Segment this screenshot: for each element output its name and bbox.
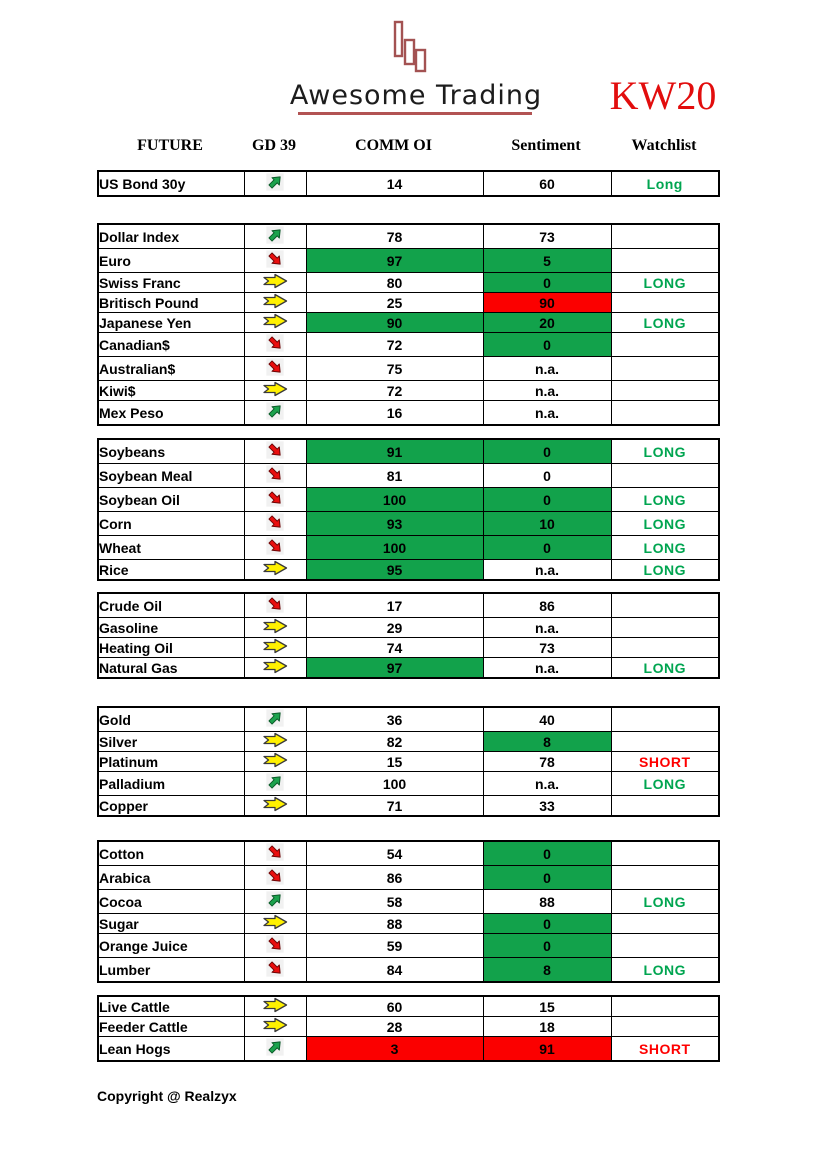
column-header-comm-oi: COMM OI bbox=[355, 137, 432, 154]
table-row bbox=[98, 866, 719, 890]
comm-oi-cell: 28 bbox=[306, 1017, 483, 1037]
watchlist-cell: LONG bbox=[611, 958, 719, 983]
watchlist-cell: LONG bbox=[611, 439, 719, 464]
watchlist-cell bbox=[611, 996, 719, 1017]
future-name-cell: Britisch Pound bbox=[98, 293, 244, 313]
trend-down-icon bbox=[265, 488, 285, 508]
table-row bbox=[98, 224, 719, 249]
trend-flat-icon bbox=[262, 381, 288, 397]
softs-table bbox=[97, 840, 720, 983]
trend-up-icon bbox=[265, 225, 285, 245]
trend-arrow-cell bbox=[244, 772, 306, 796]
sentiment-cell: n.a. bbox=[483, 658, 611, 679]
sentiment-cell: n.a. bbox=[483, 401, 611, 426]
sentiment-cell: 0 bbox=[483, 934, 611, 958]
comm-oi-cell: 100 bbox=[306, 488, 483, 512]
trend-flat-icon bbox=[262, 1017, 288, 1033]
sentiment-cell: 86 bbox=[483, 593, 611, 618]
future-name-cell: Lumber bbox=[98, 958, 244, 983]
trend-arrow-cell bbox=[244, 593, 306, 618]
table-row bbox=[98, 914, 719, 934]
trend-arrow-cell bbox=[244, 996, 306, 1017]
future-name-cell: Orange Juice bbox=[98, 934, 244, 958]
table-row bbox=[98, 796, 719, 817]
future-name-cell: Live Cattle bbox=[98, 996, 244, 1017]
future-name-cell: Swiss Franc bbox=[98, 273, 244, 293]
trend-arrow-cell bbox=[244, 618, 306, 638]
table-row bbox=[98, 333, 719, 357]
comm-oi-cell: 80 bbox=[306, 273, 483, 293]
table-row bbox=[98, 1017, 719, 1037]
sentiment-cell: 88 bbox=[483, 890, 611, 914]
future-name-cell: Sugar bbox=[98, 914, 244, 934]
comm-oi-cell: 90 bbox=[306, 313, 483, 333]
trend-arrow-cell bbox=[244, 914, 306, 934]
future-name-cell: Copper bbox=[98, 796, 244, 817]
watchlist-cell bbox=[611, 796, 719, 817]
future-name-cell: Feeder Cattle bbox=[98, 1017, 244, 1037]
sentiment-cell: n.a. bbox=[483, 772, 611, 796]
future-name-cell: Gasoline bbox=[98, 618, 244, 638]
watchlist-cell bbox=[611, 914, 719, 934]
column-header-sentiment: Sentiment bbox=[511, 137, 581, 154]
grains-table bbox=[97, 438, 720, 581]
trend-arrow-cell bbox=[244, 401, 306, 426]
table-row bbox=[98, 357, 719, 381]
trend-down-icon bbox=[265, 594, 285, 614]
comm-oi-cell: 29 bbox=[306, 618, 483, 638]
watchlist-cell: LONG bbox=[611, 772, 719, 796]
comm-oi-cell: 3 bbox=[306, 1037, 483, 1062]
column-header-row bbox=[97, 137, 718, 155]
watchlist-cell bbox=[611, 224, 719, 249]
table-row bbox=[98, 707, 719, 732]
candlestick-logo-icon bbox=[393, 18, 427, 76]
trend-arrow-cell bbox=[244, 464, 306, 488]
trend-arrow-cell bbox=[244, 707, 306, 732]
trend-flat-icon bbox=[262, 752, 288, 768]
trend-flat-icon bbox=[262, 313, 288, 329]
comm-oi-cell: 91 bbox=[306, 439, 483, 464]
trend-down-icon bbox=[265, 934, 285, 954]
trend-arrow-cell bbox=[244, 439, 306, 464]
watchlist-cell: SHORT bbox=[611, 1037, 719, 1062]
watchlist-cell: Long bbox=[611, 171, 719, 196]
future-name-cell: Palladium bbox=[98, 772, 244, 796]
watchlist-cell bbox=[611, 618, 719, 638]
trend-arrow-cell bbox=[244, 560, 306, 581]
column-header-gd39: GD 39 bbox=[252, 137, 296, 154]
comm-oi-cell: 60 bbox=[306, 996, 483, 1017]
future-name-cell: Australian$ bbox=[98, 357, 244, 381]
trend-arrow-cell bbox=[244, 313, 306, 333]
table-row bbox=[98, 464, 719, 488]
comm-oi-cell: 81 bbox=[306, 464, 483, 488]
future-name-cell: Kiwi$ bbox=[98, 381, 244, 401]
watchlist-cell bbox=[611, 732, 719, 752]
future-name-cell: US Bond 30y bbox=[98, 171, 244, 196]
future-name-cell: Soybean Oil bbox=[98, 488, 244, 512]
watchlist-cell bbox=[611, 841, 719, 866]
table-row bbox=[98, 313, 719, 333]
comm-oi-cell: 86 bbox=[306, 866, 483, 890]
table-row bbox=[98, 752, 719, 772]
brand-underline bbox=[298, 112, 532, 115]
sentiment-cell: 0 bbox=[483, 439, 611, 464]
trend-arrow-cell bbox=[244, 1037, 306, 1062]
sentiment-cell: 0 bbox=[483, 273, 611, 293]
watchlist-cell bbox=[611, 464, 719, 488]
table-row bbox=[98, 996, 719, 1017]
watchlist-cell bbox=[611, 866, 719, 890]
watchlist-cell: LONG bbox=[611, 536, 719, 560]
comm-oi-cell: 100 bbox=[306, 536, 483, 560]
currencies-table bbox=[97, 223, 720, 426]
watchlist-cell bbox=[611, 293, 719, 313]
table-row bbox=[98, 560, 719, 581]
table-row bbox=[98, 934, 719, 958]
sentiment-cell: 0 bbox=[483, 536, 611, 560]
trend-arrow-cell bbox=[244, 866, 306, 890]
sentiment-cell: 0 bbox=[483, 866, 611, 890]
sentiment-cell: 91 bbox=[483, 1037, 611, 1062]
watchlist-cell bbox=[611, 934, 719, 958]
table-row bbox=[98, 638, 719, 658]
future-name-cell: Euro bbox=[98, 249, 244, 273]
comm-oi-cell: 15 bbox=[306, 752, 483, 772]
future-name-cell: Silver bbox=[98, 732, 244, 752]
trend-flat-icon bbox=[262, 658, 288, 674]
week-label: KW20 bbox=[609, 73, 717, 118]
trend-flat-icon bbox=[262, 273, 288, 289]
metals-table bbox=[97, 706, 720, 817]
comm-oi-cell: 58 bbox=[306, 890, 483, 914]
future-name-cell: Soybeans bbox=[98, 439, 244, 464]
table-row bbox=[98, 249, 719, 273]
sentiment-cell: n.a. bbox=[483, 560, 611, 581]
trend-arrow-cell bbox=[244, 890, 306, 914]
watchlist-cell bbox=[611, 593, 719, 618]
trend-up-icon bbox=[265, 772, 285, 792]
watchlist-cell bbox=[611, 249, 719, 273]
watchlist-cell: LONG bbox=[611, 488, 719, 512]
column-header-future: FUTURE bbox=[137, 137, 203, 154]
trend-arrow-cell bbox=[244, 752, 306, 772]
trend-flat-icon bbox=[262, 638, 288, 654]
watchlist-cell bbox=[611, 381, 719, 401]
comm-oi-cell: 72 bbox=[306, 333, 483, 357]
sentiment-cell: 60 bbox=[483, 171, 611, 196]
trend-flat-icon bbox=[262, 293, 288, 309]
energy-table bbox=[97, 592, 720, 679]
future-name-cell: Heating Oil bbox=[98, 638, 244, 658]
trend-arrow-cell bbox=[244, 273, 306, 293]
trend-flat-icon bbox=[262, 560, 288, 576]
table-row bbox=[98, 593, 719, 618]
comm-oi-cell: 88 bbox=[306, 914, 483, 934]
future-name-cell: Canadian$ bbox=[98, 333, 244, 357]
sentiment-cell: 78 bbox=[483, 752, 611, 772]
watchlist-cell bbox=[611, 357, 719, 381]
sentiment-cell: 10 bbox=[483, 512, 611, 536]
trend-down-icon bbox=[265, 958, 285, 978]
trend-arrow-cell bbox=[244, 488, 306, 512]
trend-arrow-cell bbox=[244, 512, 306, 536]
sentiment-cell: n.a. bbox=[483, 381, 611, 401]
trend-down-icon bbox=[265, 464, 285, 484]
comm-oi-cell: 74 bbox=[306, 638, 483, 658]
trend-up-icon bbox=[265, 1037, 285, 1057]
trend-arrow-cell bbox=[244, 796, 306, 817]
sentiment-cell: 8 bbox=[483, 732, 611, 752]
comm-oi-cell: 84 bbox=[306, 958, 483, 983]
copyright-text: Copyright @ Realzyx bbox=[97, 1088, 237, 1104]
trend-down-icon bbox=[265, 249, 285, 269]
comm-oi-cell: 25 bbox=[306, 293, 483, 313]
sentiment-cell: 0 bbox=[483, 914, 611, 934]
sentiment-cell: 8 bbox=[483, 958, 611, 983]
trend-flat-icon bbox=[262, 997, 288, 1013]
comm-oi-cell: 54 bbox=[306, 841, 483, 866]
meats-table bbox=[97, 995, 720, 1062]
sentiment-cell: 0 bbox=[483, 333, 611, 357]
trend-arrow-cell bbox=[244, 293, 306, 313]
trend-down-icon bbox=[265, 440, 285, 460]
comm-oi-cell: 59 bbox=[306, 934, 483, 958]
future-name-cell: Cotton bbox=[98, 841, 244, 866]
table-row bbox=[98, 273, 719, 293]
watchlist-cell: LONG bbox=[611, 313, 719, 333]
trend-flat-icon bbox=[262, 796, 288, 812]
watchlist-cell: LONG bbox=[611, 273, 719, 293]
trend-up-icon bbox=[265, 708, 285, 728]
comm-oi-cell: 100 bbox=[306, 772, 483, 796]
trend-arrow-cell bbox=[244, 171, 306, 196]
future-name-cell: Cocoa bbox=[98, 890, 244, 914]
trend-arrow-cell bbox=[244, 536, 306, 560]
trend-arrow-cell bbox=[244, 1017, 306, 1037]
watchlist-cell bbox=[611, 333, 719, 357]
watchlist-cell bbox=[611, 1017, 719, 1037]
future-name-cell: Crude Oil bbox=[98, 593, 244, 618]
trend-up-icon bbox=[265, 401, 285, 421]
table-row bbox=[98, 439, 719, 464]
comm-oi-cell: 16 bbox=[306, 401, 483, 426]
comm-oi-cell: 78 bbox=[306, 224, 483, 249]
future-name-cell: Lean Hogs bbox=[98, 1037, 244, 1062]
comm-oi-cell: 71 bbox=[306, 796, 483, 817]
trend-arrow-cell bbox=[244, 357, 306, 381]
comm-oi-cell: 36 bbox=[306, 707, 483, 732]
watchlist-cell bbox=[611, 638, 719, 658]
watchlist-cell: LONG bbox=[611, 890, 719, 914]
comm-oi-cell: 75 bbox=[306, 357, 483, 381]
table-row bbox=[98, 658, 719, 679]
trend-arrow-cell bbox=[244, 732, 306, 752]
future-name-cell: Arabica bbox=[98, 866, 244, 890]
sentiment-cell: n.a. bbox=[483, 618, 611, 638]
table-row bbox=[98, 171, 719, 196]
trend-up-icon bbox=[265, 172, 285, 192]
watchlist-cell: LONG bbox=[611, 512, 719, 536]
sentiment-cell: 40 bbox=[483, 707, 611, 732]
column-header-watchlist: Watchlist bbox=[631, 137, 697, 154]
table-row bbox=[98, 536, 719, 560]
sentiment-cell: 0 bbox=[483, 488, 611, 512]
trend-arrow-cell bbox=[244, 381, 306, 401]
watchlist-cell bbox=[611, 707, 719, 732]
trend-up-icon bbox=[265, 890, 285, 910]
table-row bbox=[98, 512, 719, 536]
future-name-cell: Dollar Index bbox=[98, 224, 244, 249]
sentiment-cell: 5 bbox=[483, 249, 611, 273]
table-row bbox=[98, 890, 719, 914]
comm-oi-cell: 14 bbox=[306, 171, 483, 196]
trend-down-icon bbox=[265, 333, 285, 353]
future-name-cell: Soybean Meal bbox=[98, 464, 244, 488]
comm-oi-cell: 97 bbox=[306, 658, 483, 679]
comm-oi-cell: 93 bbox=[306, 512, 483, 536]
table-row bbox=[98, 293, 719, 313]
table-row bbox=[98, 618, 719, 638]
trend-down-icon bbox=[265, 866, 285, 886]
sentiment-cell: 20 bbox=[483, 313, 611, 333]
future-name-cell: Platinum bbox=[98, 752, 244, 772]
table-row bbox=[98, 488, 719, 512]
trend-down-icon bbox=[265, 842, 285, 862]
brand-title: Awesome Trading bbox=[289, 80, 543, 111]
watchlist-cell bbox=[611, 401, 719, 426]
comm-oi-cell: 82 bbox=[306, 732, 483, 752]
sentiment-cell: 18 bbox=[483, 1017, 611, 1037]
future-name-cell: Japanese Yen bbox=[98, 313, 244, 333]
trend-arrow-cell bbox=[244, 224, 306, 249]
trend-down-icon bbox=[265, 357, 285, 377]
trend-arrow-cell bbox=[244, 638, 306, 658]
table-row bbox=[98, 958, 719, 983]
sentiment-cell: 33 bbox=[483, 796, 611, 817]
comm-oi-cell: 97 bbox=[306, 249, 483, 273]
table-row bbox=[98, 1037, 719, 1062]
trend-arrow-cell bbox=[244, 658, 306, 679]
trend-flat-icon bbox=[262, 618, 288, 634]
trend-arrow-cell bbox=[244, 841, 306, 866]
table-row bbox=[98, 381, 719, 401]
table-row bbox=[98, 772, 719, 796]
sentiment-cell: 90 bbox=[483, 293, 611, 313]
sentiment-cell: 0 bbox=[483, 841, 611, 866]
sentiment-cell: n.a. bbox=[483, 357, 611, 381]
bonds-table bbox=[97, 170, 720, 197]
watchlist-cell: LONG bbox=[611, 560, 719, 581]
trend-down-icon bbox=[265, 536, 285, 556]
table-row bbox=[98, 732, 719, 752]
sentiment-cell: 15 bbox=[483, 996, 611, 1017]
future-name-cell: Corn bbox=[98, 512, 244, 536]
sentiment-cell: 73 bbox=[483, 224, 611, 249]
sentiment-cell: 0 bbox=[483, 464, 611, 488]
table-row bbox=[98, 841, 719, 866]
comm-oi-cell: 72 bbox=[306, 381, 483, 401]
trend-arrow-cell bbox=[244, 958, 306, 983]
table-row bbox=[98, 401, 719, 426]
trend-arrow-cell bbox=[244, 249, 306, 273]
trend-flat-icon bbox=[262, 914, 288, 930]
future-name-cell: Wheat bbox=[98, 536, 244, 560]
comm-oi-cell: 17 bbox=[306, 593, 483, 618]
watchlist-cell: SHORT bbox=[611, 752, 719, 772]
comm-oi-cell: 95 bbox=[306, 560, 483, 581]
watchlist-cell: LONG bbox=[611, 658, 719, 679]
trend-down-icon bbox=[265, 512, 285, 532]
future-name-cell: Natural Gas bbox=[98, 658, 244, 679]
trend-flat-icon bbox=[262, 732, 288, 748]
future-name-cell: Mex Peso bbox=[98, 401, 244, 426]
future-name-cell: Rice bbox=[98, 560, 244, 581]
future-name-cell: Gold bbox=[98, 707, 244, 732]
sentiment-cell: 73 bbox=[483, 638, 611, 658]
trend-arrow-cell bbox=[244, 333, 306, 357]
trend-arrow-cell bbox=[244, 934, 306, 958]
